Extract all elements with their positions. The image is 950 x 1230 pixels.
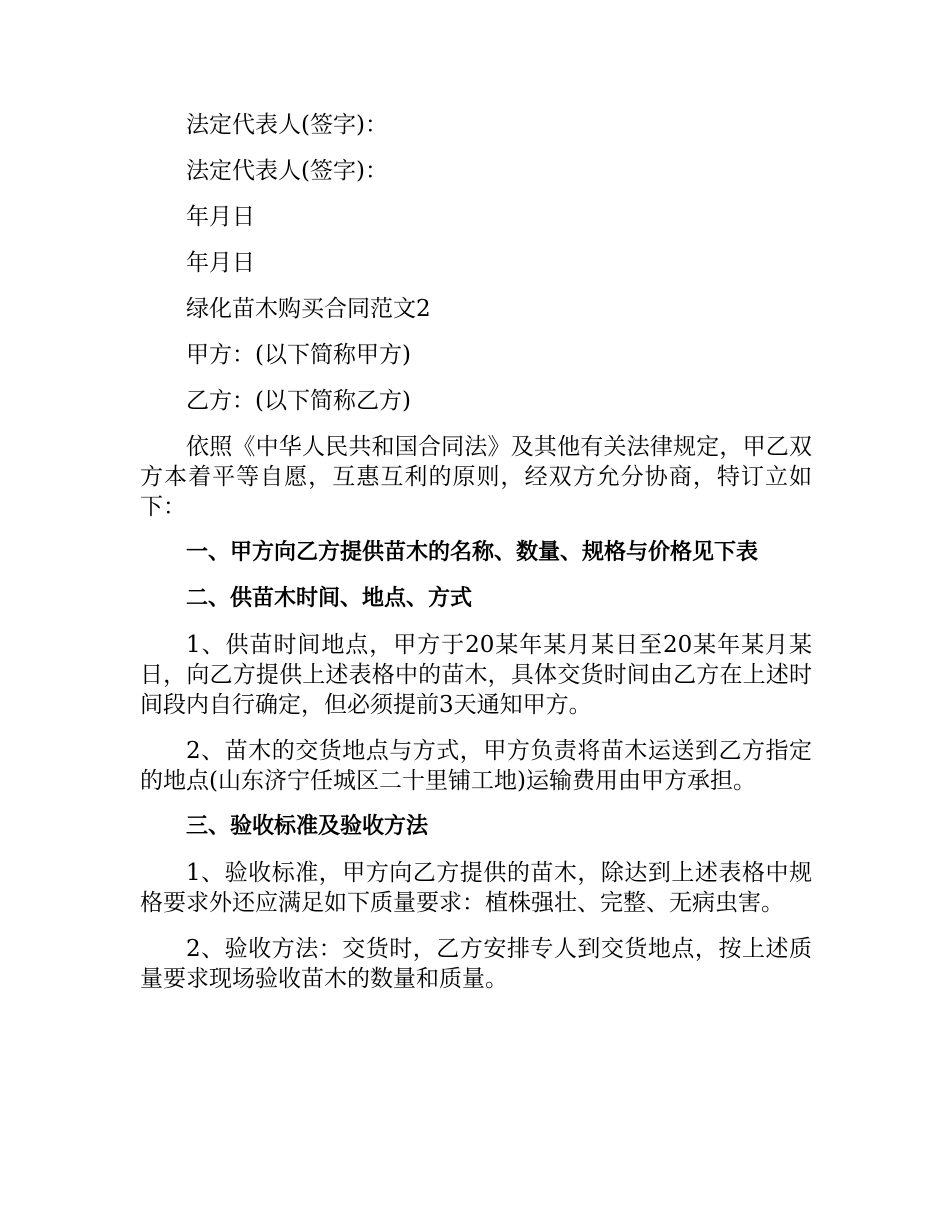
- signature-line-party-b: 法定代表人(签字)：: [186, 158, 388, 184]
- party-b-line: 乙方：(以下简称乙方): [186, 388, 411, 414]
- date-line-party-b: 年月日: [186, 250, 255, 276]
- party-a-line: 甲方：(以下简称甲方): [186, 342, 411, 368]
- clause-3-1: 1、验收标准，甲方向乙方提供的苗木，除达到上述表格中规格要求外还应满足如下质量要求：植株强壮、完整、无病虫害。: [140, 860, 812, 916]
- document-page: [140, 110, 812, 1010]
- clause-2-2: 2、苗木的交货地点与方式，甲方负责将苗木运送到乙方指定的地点(山东济宁任城区二十里铺工地)运输费用由甲方承担。: [140, 738, 812, 794]
- clause-2-1: 1、供苗时间地点，甲方于20某年某月某日至20某年某月某日，向乙方提供上述表格中的苗木，具体交货时间由乙方在上述时间段内自行确定，但必须提前3天通知甲方。: [140, 632, 812, 718]
- section-heading-3: 三、验收标准及验收方法: [186, 814, 429, 839]
- section-heading-1: 一、甲方向乙方提供苗木的名称、数量、规格与价格见下表: [186, 540, 759, 565]
- contract-title: 绿化苗木购买合同范文2: [186, 296, 431, 322]
- signature-line-party-a: 法定代表人(签字)：: [186, 112, 388, 138]
- date-line-party-a: 年月日: [186, 204, 255, 230]
- preamble-paragraph: 依照《中华人民共和国合同法》及其他有关法律规定，甲乙双方本着平等自愿，互惠互利的原则，经双方允分协商，特订立如下：: [140, 434, 812, 520]
- section-heading-2: 二、供苗木时间、地点、方式: [186, 586, 473, 611]
- clause-3-2: 2、验收方法：交货时，乙方安排专人到交货地点，按上述质量要求现场验收苗木的数量和质量。: [140, 936, 812, 992]
